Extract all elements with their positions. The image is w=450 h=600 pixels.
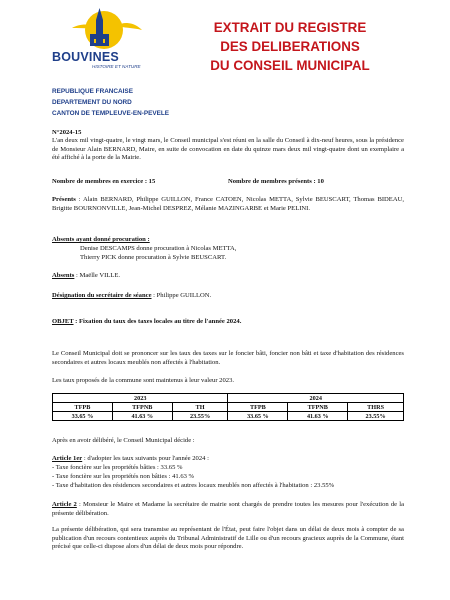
final-paragraph: La présente délibération, qui sera transmise au représentant de l'État, peut faire l'objet dans un délai de deux mois à compter de sa publication d'un recours contentieux auprès du Tribunal Administratif de Lille ou d'un recours gracieux auprès de la Commune, étant précisé que celle-ci dispose alors d'un délai de deux mois pour répondre. [52, 526, 404, 551]
absent-paragraph [52, 272, 404, 281]
logo-name: BOUVINES [52, 50, 119, 64]
table-row [53, 412, 404, 421]
table-row [53, 394, 404, 403]
secretary-paragraph [52, 292, 404, 301]
secretary-name: : Philippe GUILLON. [151, 292, 212, 299]
rates-table [52, 393, 404, 421]
column-header: TFPNB [288, 403, 348, 412]
object-paragraph [52, 318, 404, 327]
present-names: : Alain BERNARD, Philippe GUILLON, France CATOEN, Nicolas METTA, Sylvie BEUSCART, Thomas BIDEAU, Brigitte BOURNONVILLE, Jean-Michel DESPREZ, Mélanie MAZINGARBE et Marie PELINI. [52, 196, 404, 212]
header-canton: CANTON DE TEMPLEUVE-EN-PEVELE [52, 110, 170, 117]
column-header: TFPB [228, 403, 288, 412]
table-cell: 23.55% [348, 412, 404, 421]
table-row [53, 403, 404, 412]
article-1 [52, 455, 404, 464]
table-cell: 41.63 % [112, 412, 172, 421]
absent-names: : Maëlle VILLE. [74, 272, 121, 279]
present-paragraph [52, 196, 404, 213]
column-header: THRS [348, 403, 404, 412]
title-line: DU CONSEIL MUNICIPAL [210, 58, 370, 73]
column-header: TFPNB [112, 403, 172, 412]
members-present: Nombre de membres présents : 10 [228, 178, 324, 185]
header-republic: REPUBLIQUE FRANCAISE [52, 88, 133, 95]
article-2-text: : Monsieur le Maire et Madame la secrétaire de mairie sont chargés de prendre toutes les mesures pour l'exécution de la présente délibération. [52, 501, 404, 517]
object-label: OBJET [52, 318, 74, 325]
intro-paragraph: L'an deux mil vingt-quatre, le vingt mars, le Conseil municipal s'est réuni en la salle du Conseil à dix-neuf heures, sous la présidence de Monsieur Alain BERNARD, Maire, en suite de convocation en date du quinze mars deux mil vingt-quatre dont un exemplaire a été affiché à la porte de la Mairie. [52, 137, 404, 162]
table-cell: 33.65 % [228, 412, 288, 421]
absent-label: Absents [52, 272, 75, 279]
year-header: 2023 [53, 394, 228, 403]
table-cell: 23.55% [172, 412, 228, 421]
object-text: : Fixation du taux des taxes locales au titre de l'année 2024. [73, 318, 242, 325]
paragraph-rates: Les taux proposés de la commune sont maintenus à leur valeur 2023. [52, 377, 235, 384]
header-department: DEPARTEMENT DU NORD [52, 99, 132, 106]
column-header: TH [172, 403, 228, 412]
paragraph-taxes: Le Conseil Municipal doit se prononcer sur les taux des taxes sur le foncier bâti, foncier non bâti et taxe d'habitation des résidences secondaires et autres locaux meublés non affectés à l'habitation. [52, 350, 404, 366]
column-header: TFPB [53, 403, 113, 412]
logo [52, 6, 146, 80]
document-title [180, 18, 400, 75]
table-cell: 41.63 % [288, 412, 348, 421]
secretary-label: Désignation du secrétaire de séance [52, 292, 152, 299]
article-1-text: : d'adopter les taux suivants pour l'année 2024 : [82, 455, 209, 462]
deliberation-number: N°2024-15 [52, 129, 82, 136]
article-2-label: Article 2 [52, 501, 77, 508]
present-label: Présents [52, 196, 76, 203]
absent-proxy-label: Absents ayant donné procuration : [52, 236, 150, 243]
article-1-item: - Taxe foncière sur les propriétés non bâties : 41.63 % [52, 473, 195, 480]
title-line: DES DELIBERATIONS [220, 39, 360, 54]
decision-intro: Après en avoir délibéré, le Conseil Municipal décide : [52, 437, 195, 444]
proxy-line: Thierry PICK donne procuration à Sylvie BEUSCART. [80, 254, 227, 261]
members-exercise: Nombre de membres en exercice : 15 [52, 178, 156, 185]
logo-tagline: HISTOIRE ET NATURE [92, 64, 141, 69]
article-1-item: - Taxe foncière sur les propriétés bâties : 33.65 % [52, 464, 183, 471]
year-header: 2024 [228, 394, 404, 403]
article-1-label: Article 1er [52, 455, 83, 462]
proxy-line: Denise DESCAMPS donne procuration à Nicolas METTA, [80, 245, 237, 252]
table-cell: 33.65 % [53, 412, 113, 421]
article-2 [52, 501, 404, 518]
article-1-item: - Taxe d'habitation des résidences secondaires et autres locaux meublés non affectés à l'habitation : 23.55% [52, 482, 335, 489]
title-line: EXTRAIT DU REGISTRE [213, 20, 367, 35]
